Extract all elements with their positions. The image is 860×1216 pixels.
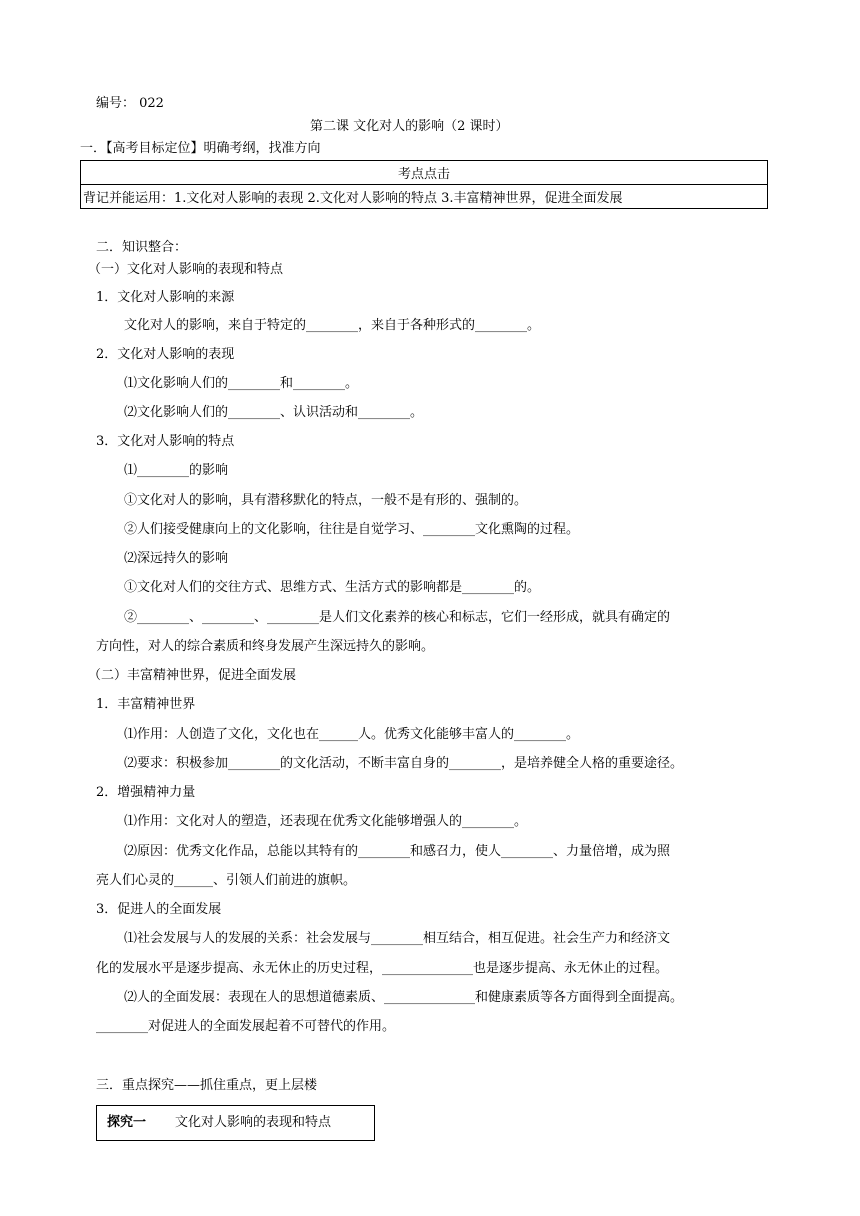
text-line: 文化对人的影响，来自于特定的________，来自于各种形式的________。 <box>124 318 541 333</box>
text-line: ⑴作用：人创造了文化，文化也在______人。优秀文化能够丰富人的________。 <box>124 727 580 742</box>
part-title-2: （二）丰富精神世界，促进全面发展 <box>88 668 297 683</box>
document-code: 编号： 022 <box>96 96 164 111</box>
page-title: 第二课 文化对人的影响（2 课时） <box>310 119 509 134</box>
section-heading-1: 一．【高考目标定位】明确考纲，找准方向 <box>80 141 321 156</box>
text-line: 方向性，对人的综合素质和终身发展产生深远持久的影响。 <box>96 639 435 654</box>
text-line: ⑴作用：文化对人的塑造，还表现在优秀文化能够增强人的________。 <box>124 814 528 829</box>
text-line: 化的发展水平是逐步提高、永无休止的历史过程，______________也是逐步提高、永无休止的过程。 <box>96 961 669 976</box>
exam-points-header: 考点点击 <box>81 161 768 185</box>
text-line: ⑴文化影响人们的________和________。 <box>124 376 359 391</box>
part-title-1: （一）文化对人影响的表现和特点 <box>88 262 284 277</box>
text-line: ⑵深远持久的影响 <box>124 551 229 566</box>
item-title: 2．文化对人影响的表现 <box>96 347 235 362</box>
text-line: ⑴社会发展与人的发展的关系：社会发展与________相互结合，相互促进。社会生产力和经济文 <box>124 931 671 946</box>
text-line: 亮人们心灵的______、引领人们前进的旗帜。 <box>96 873 357 888</box>
explore-box <box>96 1105 375 1141</box>
text-line: ①文化对人们的交往方式、思维方式、生活方式的影响都是________的。 <box>124 580 541 595</box>
explore-box-label: 探究一 <box>107 1115 147 1130</box>
item-title: 2．增强精神力量 <box>96 785 196 800</box>
exam-points-table <box>80 160 768 209</box>
text-line: ________对促进人的全面发展起着不可替代的作用。 <box>96 1019 396 1034</box>
text-line: ①文化对人的影响，具有潜移默化的特点，一般不是有形的、强制的。 <box>124 493 528 508</box>
text-line: ②________、________、________是人们文化素养的核心和标志，它们一经形成，就具有确定的 <box>124 610 671 625</box>
text-line: ⑵人的全面发展：表现在人的思想道德素质、______________和健康素质等各方面得到全面提高。 <box>124 990 684 1005</box>
item-title: 3．促进人的全面发展 <box>96 902 222 917</box>
text-line: ⑵文化影响人们的________、认识活动和________。 <box>124 405 424 420</box>
explore-box-text: 文化对人影响的表现和特点 <box>175 1115 332 1130</box>
section-heading-3: 三．重点探究——抓住重点，更上层楼 <box>96 1078 318 1093</box>
text-line: ⑴________的影响 <box>124 463 229 478</box>
item-title: 1．文化对人影响的来源 <box>96 290 235 305</box>
text-line: ⑵原因：优秀文化作品，总能以其特有的________和感召力，使人________、力量倍增，成为照 <box>124 844 671 859</box>
text-line: ②人们接受健康向上的文化影响，往往是自觉学习、________文化熏陶的过程。 <box>124 522 580 537</box>
section-heading-2: 二．知识整合： <box>96 240 188 255</box>
item-title: 3．文化对人影响的特点 <box>96 434 235 449</box>
exam-points-content: 背记并能运用：1.文化对人影响的表现 2.文化对人影响的特点 3.丰富精神世界，促进全面发展 <box>81 185 768 209</box>
item-title: 1．丰富精神世界 <box>96 697 196 712</box>
text-line: ⑵要求：积极参加________的文化活动，不断丰富自身的________，是培养健全人格的重要途径。 <box>124 756 684 771</box>
